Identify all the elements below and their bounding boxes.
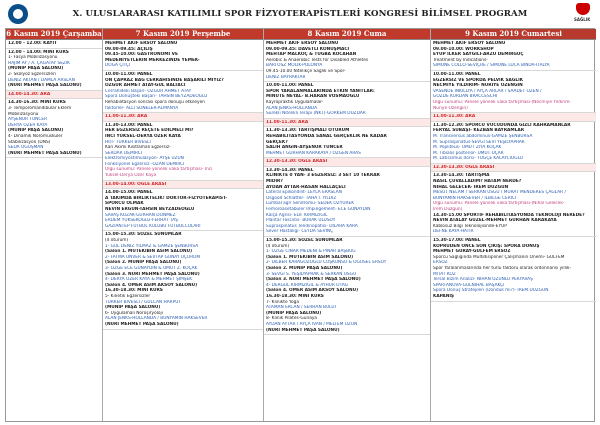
session-line: 2- DİLBER KARAGÖZOĞLU COŞKUNSU & OĞUSEL ERSOY	[266, 260, 387, 266]
session-line: MİNÜTE NEYAL- B.HARAN VOSMAOĞLU	[266, 94, 360, 100]
session-line: NİHAL GELECEK- İREM DÜZGÜN	[433, 184, 509, 190]
session-line: 12.30-13.30: ÖĞLE ARASI	[433, 164, 495, 170]
session-line: (MUNİP PAŞA SALONU)	[8, 66, 64, 72]
session-line: 09.00-09.45: AÇILIŞ	[105, 46, 153, 52]
session-line: 10.00-11.00: PANEL	[105, 71, 153, 77]
session-line: (Salon 4. ÖMER ASIM AKSOY SALONU)	[105, 282, 198, 288]
session-block	[6, 49, 102, 91]
session-line: ALAN JENKS-HOLLANDA / BÜNYAMİN HAKSEVER	[105, 316, 208, 322]
session-line: FERYAL SUBAŞI- KEZBAN BAYRAMLAR	[433, 128, 525, 134]
session-line: Nuriye Özengin)	[433, 105, 468, 111]
day-blocks	[431, 40, 596, 302]
session-line: (4 oturum)	[266, 243, 290, 249]
session-block	[264, 82, 430, 119]
session-line: MEHMET GÜRHAN KARAKAYA / ÖZGEN ARAS	[266, 150, 361, 156]
session-line: Sever Hastalığı- CEYDA SEVİNÇ	[266, 229, 334, 235]
session-block	[431, 172, 596, 237]
session-line: (4 oturum)	[105, 238, 129, 243]
session-line: 16.30-18.30: MİNİ KURS	[266, 293, 324, 299]
session-line: Kan Akımı Kısıtlamalı Egzersiz-	[105, 145, 171, 151]
session-line: Elektromiyostimülasyon- AYŞE UZUN	[105, 156, 184, 162]
session-block	[103, 189, 263, 231]
university-logo	[574, 3, 592, 23]
session-line: M. Latissimus dorsi- TOĞÇE KALAYCIOĞLU	[433, 156, 523, 162]
session-line: MEHTAP MALKOÇ & TUĞBA KOCAHAN	[266, 52, 357, 58]
session-line: ÖZGÜR AHMET ATAY-GÜL BALTACI	[105, 83, 186, 89]
session-line: EYÜP İLKER SAYGILI-ARZU DEMİRGÜÇ	[433, 52, 524, 58]
session-line: AYDAN AYTAR-HASAN HALLAÇELİ	[266, 184, 346, 190]
session-line: HAJIM AY / A. ÇAĞATAY SEZİK	[8, 60, 70, 66]
session-line: 12.00 - 12.00: KAYIT	[8, 41, 58, 46]
session-block	[264, 237, 430, 335]
session-line: 2- Skolyoz Egzersizleri	[8, 71, 56, 77]
session-line: M. Supraspinatus-SEVGİ SEVİ YEŞİLYAPRAK	[433, 139, 525, 145]
session-line: 09.45-10.00 Nitelikçe Sağlık ve Spor-	[266, 68, 346, 74]
session-line: TÜRKER BİVESLİ / GÜLCAN HARPUT	[105, 299, 181, 305]
session-line: 09.00-10.00: WORKSHOP	[433, 46, 494, 52]
session-line: (Salon 2. MUNİP PAŞA SALONU)	[105, 260, 182, 266]
session-line: 14.30-15.00 SPORTİF REHABİLİTASYONDA TEKNOLOJİ NEREDE?	[433, 212, 585, 218]
page-title: X. ULUSLARARASI KATILIMLI SPOR FİZYOTERAPİSTLERİ KONGRESİ BİLİMSEL PROGRAM	[72, 9, 528, 19]
session-line: EGZERSİZ VE SPORDA PELVİK SAĞLIK	[433, 77, 524, 83]
session-line: Lumbal ağrı Sendromu- SEDEK ÖZYUREK	[266, 201, 355, 207]
session-line: 11.30-12.30: SPORCU VÜCUDUNDA GİZLİ KAHRAMANLAR	[433, 122, 571, 128]
congress-logo	[8, 4, 28, 24]
session-line: NASIL ÇUVALLADIM? HATAM NERDE?	[433, 179, 522, 185]
session-line: (Salon 1. MÜTEKİBİN ASIM SALONU)	[266, 254, 354, 260]
break-row	[264, 158, 430, 167]
session-line: 15.30-17.00: PANEL	[433, 238, 481, 243]
session-line: 16.30-18.30: MİNİ KURS	[105, 288, 163, 294]
session-line: SPOR YARALANMALARINDA ETKİN YANITLAR:	[266, 88, 375, 94]
session-line: (Salon 2. MUNİP PAŞA SALONU)	[266, 265, 343, 271]
session-line: GERÇEK?	[266, 139, 288, 145]
session-line: (Salon 3. NURİ MEHMET PAŞA SALONU)	[105, 271, 200, 277]
session-line: AYŞENUR TUNCER	[8, 117, 48, 123]
session-line: (Salon 1. MÜTEKİBİN ASIM SALONU)	[105, 249, 193, 255]
university-logo-text: SAĞLIK	[574, 17, 591, 22]
session-line: 14.30-16.30: MİNİ KURS	[8, 100, 66, 106]
session-line: 09.45-10.00: GASTRONOMİ VE	[105, 52, 178, 58]
session-block	[103, 71, 263, 113]
session-line: (NURİ MEHMET PAŞA SALONU)	[266, 327, 340, 333]
session-line: HIIT- TÜRKER BİVESLİ	[105, 139, 151, 145]
session-line: Kayropraktik Uygulamalar-	[266, 99, 324, 105]
day-column	[431, 29, 596, 421]
session-line: DENİZ BAYRAKTAR	[266, 74, 306, 80]
session-line: NECMİYE YILDIRIM- NURİYE ÖZENGİN	[433, 83, 523, 89]
session-line: Plantar Fasciitis- BURAK ULUSOY	[266, 218, 336, 224]
session-line: Treatment by Indications-	[433, 57, 488, 63]
session-line: DEFNE KAYA-HATİR	[433, 229, 474, 235]
session-line: Spora Dönüşteki Başarı- TAHSİN BEYZADEOĞLU	[105, 94, 208, 100]
session-line: KAPANIŞ	[433, 293, 455, 299]
session-line: Yüksel-Derya Özer Kaya	[105, 173, 157, 179]
session-line: SALİH ANGIN-AYŞENUR TUNCER	[266, 145, 343, 151]
session-block	[6, 40, 102, 49]
session-line: 2- FATMA ÜNVER & SEVTAP GÜNAY UÇURUM	[105, 254, 201, 260]
session-line: 12.00 - 14.00: MİNİ KURS	[8, 49, 69, 55]
session-line: 12.30-13.30: ÖĞLE ARASI	[266, 159, 328, 165]
session-line: MEDENİYETLERİN MERKEZİNDE YEMEK-	[105, 57, 200, 63]
header	[0, 0, 600, 27]
session-line: KOPRÜDEN ÖNCE SON ÇIKIŞ: SPORA DÖNÜŞ	[433, 243, 540, 249]
session-line: MİTAT KOZ	[433, 271, 456, 277]
session-line: Rehabilitasyon sonrası spora dönüşü etkileyen	[105, 99, 205, 105]
session-line: M. Transversus abdominus-GAMZE ŞENBURSA	[433, 133, 533, 139]
session-line: 11.00-11.30: ARA	[105, 114, 148, 120]
session-line: 10.00-11.00: PANEL	[266, 83, 314, 89]
day-column	[6, 29, 103, 421]
session-line: Kalça Ağrısı- ELİF KIRMIZIGİL	[266, 212, 328, 218]
session-line: BARTOSZ MOLIK-POLONYA	[266, 63, 323, 69]
session-line: İNCİ YÜKSEL-DERYA ÖZER KAYA	[105, 133, 181, 139]
session-line: (NURİ MEHMET PAŞA SALONU)	[8, 83, 82, 89]
session-line: Kablosuz Bilgi Teknolojisinde-EYÜP	[433, 223, 507, 229]
session-line: GÖZDE KURDAN BRACCESCHİ	[433, 94, 498, 100]
day-column	[103, 29, 264, 421]
session-line: DENİZ AKTAN / DAMLA ARSLAN	[8, 77, 75, 83]
session-line: 3- Temporomandibular Eklem	[8, 105, 72, 111]
session-line: AYDAN AYTAR / AYÇA İVAN / MELTEM UZUN	[266, 321, 358, 327]
session-line: 13.30-14.30: TARTIŞMA	[433, 173, 490, 179]
day-header: 7 Kasım 2019 Perşembe	[103, 29, 263, 40]
session-line: Spor Yaralanmalarında her türlü faktörü olarak ordonnansı yıllık-	[433, 265, 571, 271]
session-line: 7- Klinikte Yoga	[266, 299, 299, 305]
session-line: 11.00-11.30: ARA	[266, 119, 309, 125]
session-line: VASENDE İNKILLYA / AYÇA ARLAR / SAADET ÖZEN /	[433, 88, 542, 94]
session-line: 14.00-14.30: ARA	[8, 91, 51, 97]
session-line: MIDIR?	[266, 179, 283, 185]
session-line: MEHMET AKİF ERSOY SALONU	[105, 41, 178, 46]
session-line: SPARTANOVA-GÜLNİHAL BAŞAKÇI	[433, 282, 505, 288]
session-line: Aerobic & Anaerobic Tests for Disabled Athletes	[266, 57, 369, 63]
session-line: (MUNİP PAŞA SALONU)	[266, 310, 322, 316]
day-blocks	[6, 40, 102, 158]
session-line: DERYA ÖZER KAYA	[8, 122, 48, 128]
session-line: Cerrahideki Başarı- ÖZGÜR AHMET ATAY	[105, 88, 192, 94]
day-header: 9 Kasım 2019 Cumartesi	[431, 29, 596, 40]
session-line: Osgood Schlatter- TAHA İ. YILDIZ	[266, 195, 337, 201]
session-block	[264, 167, 430, 237]
session-line: 11.30-13.30: TARTIŞMALI OTURUM	[266, 128, 350, 134]
session-line: MEHMET AKİF ERSOY SALONU	[433, 41, 506, 46]
session-line: 15.00-15.30: SÖZEL SUNUMLAR	[105, 232, 182, 238]
session-block	[264, 127, 430, 158]
break-row	[103, 113, 263, 122]
session-line: 13.00-14.00: ÖĞLE ARASI	[105, 181, 167, 187]
session-line: faktörler- ALLİ SONELER-ALMANYA	[105, 105, 179, 111]
session-line: 3- SEVGİ S. YEŞİLYAPRAK & SERKAN USGU	[266, 271, 357, 277]
session-line: M. Tibialis posterior- UMUT UÇAR	[433, 150, 504, 156]
session-line: MEHMET GÜRAY-GÜLFEM ERSÖZ	[433, 249, 511, 255]
shield-icon	[576, 3, 590, 15]
session-line: Sürekli Nitelikli Terapi (NKT)-GÖRKEM DÜZDAR	[266, 111, 366, 117]
session-line: 1- GÜL DENİZ YILMAZ & GAMZE ŞENBURSA	[105, 243, 199, 249]
session-line: Olgu sunumu: Panele yönelik vaka tartışması- İnci	[105, 167, 213, 173]
session-line: Mobilizasyonu	[8, 111, 39, 117]
session-line: 4- DERYA ÖZER KAYA & MEHMET ŞİMŞEK	[105, 277, 193, 283]
session-line: GAZİANTEP FUTBOL KULÜBÜ FUTBOLCULARI	[105, 223, 201, 229]
break-row	[103, 181, 263, 190]
session-block	[431, 40, 596, 71]
session-line: ERDEM YÜKSEKOĞLU-FERHAT TAŞ	[105, 218, 178, 224]
session-line: ERSÖZ	[433, 260, 448, 266]
session-block	[6, 99, 102, 158]
session-line: REHABİLİTASYONDA SANAL GERÇEKLİK NE KADAR	[266, 133, 387, 139]
session-line: SERDAR DEMİRCİ	[105, 150, 142, 156]
session-line: NEVİN ERGUN-TAHSİN BEYZADEOĞLU	[105, 207, 195, 213]
session-block	[431, 237, 596, 302]
session-block	[431, 122, 596, 164]
session-line: ATAMAN ERCAN / SERHAN BULUT	[266, 305, 338, 311]
session-line: Lateral Epikondilit- LEYLA ERASLAN	[266, 190, 342, 196]
session-line: 4- Dinamik Nöromüsküler	[8, 133, 63, 139]
session-line: 09.00-09.45: DAVETLİ KONUŞMACI	[266, 46, 350, 52]
session-line: ALAN JENKS-HOLLANDA	[266, 105, 318, 111]
session-line: 13.30-14.30: PANEL	[266, 167, 314, 173]
session-line: HER EGZERSİZ REÇETE EDİLMELİ Mİ?	[105, 128, 194, 134]
session-line: Sporcu Sağlığında Multidisipliner Çalışmanın Önemi- GÜLFEM	[433, 254, 565, 260]
session-line: 11.00-11.30: ARA	[433, 114, 476, 120]
session-line: 8- Klinik Pilates-Günaya	[266, 316, 318, 322]
session-line: DOĞA ÇİTÇİ	[105, 63, 131, 69]
session-line: SPORCU OLMAK	[105, 201, 144, 207]
session-line: KLİNİKTE 0 YAN- 3 EGZERSİZ: 3 SET 10 TEKRAR	[266, 173, 380, 179]
session-line: (Salon 4. ÖMER ASIM AKSOY SALONU)	[266, 288, 359, 294]
session-block	[264, 40, 430, 82]
session-line: MEHMET AKİF ERSOY SALONU	[266, 41, 339, 46]
session-line: 6- Uygulamalı Nöroşiryoloji	[105, 310, 163, 316]
session-line: (Salon 3. NURİ MEHMET PAŞA SALONU)	[266, 277, 361, 283]
day-blocks	[264, 40, 430, 335]
session-line: SİMONE COLLO-SEVİÇRE / SİMONE LUCA BİNDA-İTALYA	[433, 63, 550, 69]
session-line: İrem Düzgün)	[433, 207, 463, 213]
session-line: Femoroasetabuler İmpingement- ECE GÜNAYDIN	[266, 207, 371, 213]
session-block	[103, 231, 263, 329]
session-line: 15.00-15.30: SÖZEL SUNUMLAR	[266, 238, 343, 243]
day-header: 8 Kasım 2019 Cuma	[264, 29, 430, 40]
session-line: M. Popliteus- UMUT ZİYA KOÇAK	[433, 145, 502, 151]
session-line: 1- ÖZGE CINAR MEDENİ & PINAR BAŞBUĞ	[266, 249, 356, 255]
session-line: (NURİ MEHMET PAŞA SALONU)	[8, 150, 82, 156]
session-line: 5- Kinetik Egzersizler	[105, 293, 151, 299]
session-line: 1- Fasya Mobilizasyonu	[8, 55, 58, 61]
session-line: (MUNİP PAŞA SALONU)	[105, 305, 161, 311]
session-block	[103, 122, 263, 181]
session-line: ÖN ÇAPRAZ BAĞ CERRAHİSİNDE BAŞARILI MIYIZ?	[105, 77, 224, 83]
session-line: A TAKIMDA BİRLİKTELİK! DOKTOR-FİZYOTERAPİST-	[105, 195, 228, 201]
session-line: NEVİN ATALAY GÜZEL-MEHMET GÜRHAN KARAKAYA	[433, 218, 557, 224]
session-line: Fonksiyonel Egzersiz -ÖZAN DEMİRCİ	[105, 161, 185, 167]
session-line: 3- ÖZGE ECE GÜNAYDIN & UMUT Z. KOÇAK	[105, 265, 198, 271]
day-blocks	[103, 40, 263, 330]
session-line: Olgu sunumu: Panele yönelik vaka tartışması-(Nihal Gelecek-	[433, 201, 565, 207]
session-block	[103, 40, 263, 71]
session-line: Spora Dönüş Stratejileri (Donduk mi?)- İREM DÜZGÜN	[433, 288, 549, 294]
session-line: (MUNİP PAŞA SALONU)	[8, 128, 64, 134]
session-line: MESUT NELAM / SERKAN USGU / MURAT MENDERES ÇAĞLAR /	[433, 190, 566, 196]
session-line: 11.30-13.00: PANEL	[105, 122, 153, 128]
session-line: SAVAŞ KOZAK-GÜRHAN DÖNMEZ	[105, 212, 176, 218]
session-line: SEDA OĞUŞMAN	[8, 145, 44, 151]
program-table	[5, 28, 595, 422]
session-line: Olgu sunumu: Panele yönelik vaka tartışması-(Necmiye Yıldırım-	[433, 99, 571, 105]
session-block	[431, 71, 596, 113]
break-row	[264, 119, 430, 128]
break-row	[6, 91, 102, 100]
session-line: 14.00-15.00: PANEL	[105, 190, 153, 196]
day-header: 6 Kasım 2019 Çarşamba	[6, 29, 102, 38]
session-line: Stabilizasyon (DNS)	[8, 139, 51, 145]
break-row	[431, 164, 596, 173]
break-row	[431, 113, 596, 122]
session-line: Tersal Bizim Analizi- NİHAN ÖZÜNLÜ PEKYAVAŞ	[433, 277, 533, 283]
session-line: 10.00-11.00: PANEL	[433, 71, 481, 77]
session-line: (NURİ MEHMET PAŞA SALONU)	[105, 321, 179, 327]
session-line: BÜNYAMİN HAKSEVER / İLBİLGE CERİCİ	[433, 195, 517, 201]
session-line: 4- DERGÜL KIRMIZIGİL & AYHUR OTAĞ	[266, 282, 349, 288]
day-column	[264, 29, 431, 421]
session-line: Supraspinatus Tendinopatisi- DİLARA KARA	[266, 223, 358, 229]
